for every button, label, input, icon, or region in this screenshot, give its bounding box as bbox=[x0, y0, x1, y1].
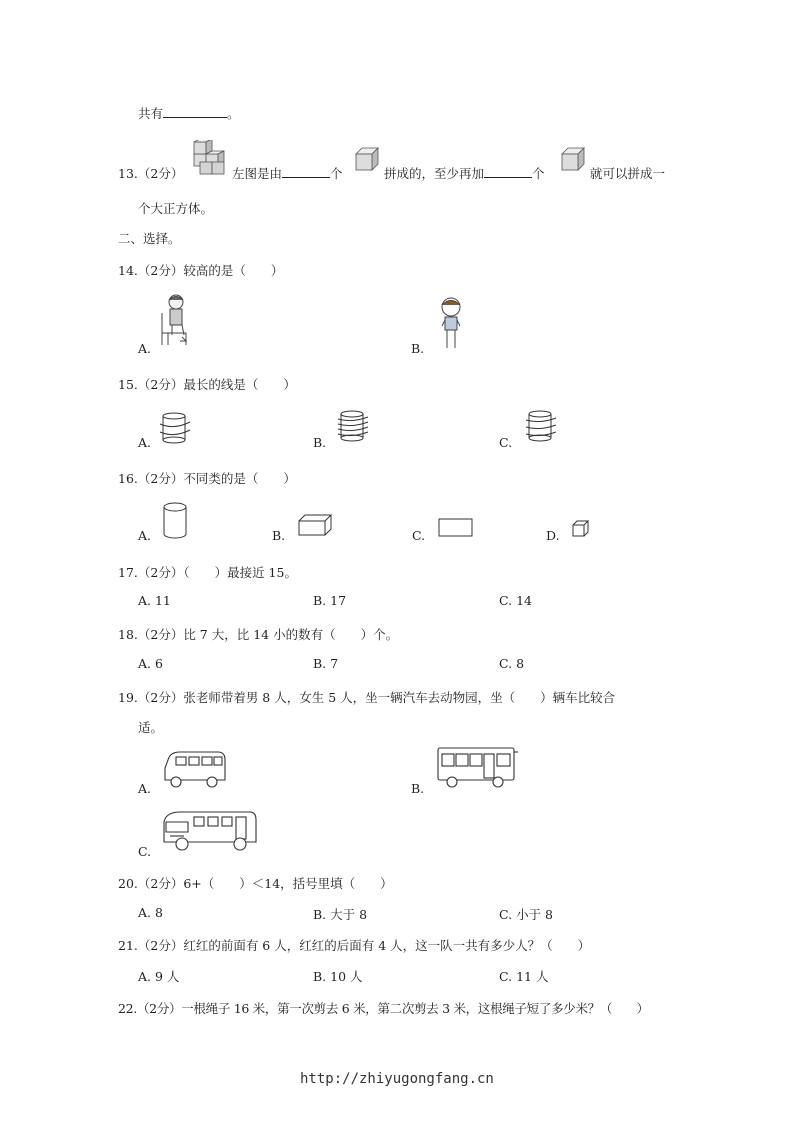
answer-blank-2[interactable] bbox=[484, 165, 532, 178]
cylinder-icon bbox=[162, 502, 190, 540]
option-a[interactable]: A. 11 bbox=[138, 593, 171, 608]
q22-label: 22.（2分）一根绳子 16 米，第一次剪去 6 米，第二次剪去 3 米，这根绳子短了多少米？（ ） bbox=[118, 1001, 649, 1016]
stacked-cubes-figure bbox=[192, 140, 230, 176]
option-a[interactable]: A. bbox=[138, 781, 152, 796]
bus-icon bbox=[436, 746, 520, 790]
q13-label: 13.（2分） bbox=[118, 166, 184, 181]
cylinder-wrap-icon bbox=[158, 410, 194, 446]
option-c[interactable]: C. 小于 8 bbox=[499, 907, 553, 922]
option-a[interactable]: A. bbox=[138, 341, 152, 356]
q13-text-2: 拼成的，至少再加 个 bbox=[384, 166, 545, 181]
option-b[interactable]: B. bbox=[313, 435, 327, 450]
rectangle-icon bbox=[438, 518, 474, 538]
standing-boy-icon bbox=[436, 296, 466, 352]
option-b[interactable]: B. 17 bbox=[313, 593, 347, 608]
option-b[interactable]: B. 大于 8 bbox=[313, 907, 368, 922]
option-a[interactable]: A. bbox=[138, 528, 152, 543]
option-c[interactable]: C. bbox=[412, 528, 426, 543]
cylinder-wrap-icon bbox=[334, 408, 374, 444]
option-b[interactable]: B. 7 bbox=[313, 656, 339, 671]
option-d[interactable]: D. bbox=[546, 528, 560, 543]
q19-line2: 适。 bbox=[138, 720, 164, 735]
q16-label: 16.（2分）不同类的是（ ） bbox=[118, 471, 296, 486]
answer-blank-1[interactable] bbox=[282, 165, 330, 178]
option-b[interactable]: B. bbox=[411, 341, 425, 356]
minibus-icon bbox=[162, 750, 228, 792]
cylinder-wrap-icon bbox=[522, 408, 562, 444]
option-a[interactable]: A. 9 人 bbox=[138, 969, 180, 984]
option-b[interactable]: B. bbox=[411, 781, 425, 796]
footer-url[interactable]: http://zhiyugongfang.cn bbox=[300, 1071, 494, 1087]
option-c[interactable]: C. 14 bbox=[499, 593, 532, 608]
q13-text: 左图是由 个 bbox=[232, 166, 343, 181]
q14-label: 14.（2分）较高的是（ ） bbox=[118, 263, 284, 278]
coach-bus-icon bbox=[160, 808, 260, 854]
option-c[interactable]: C. bbox=[499, 435, 513, 450]
q13-text-3: 就可以拼成一 bbox=[590, 166, 666, 181]
answer-blank[interactable] bbox=[163, 105, 227, 118]
sitting-boy-icon bbox=[158, 293, 192, 351]
option-a[interactable]: A. 6 bbox=[138, 656, 163, 671]
section-heading: 二、选择。 bbox=[118, 231, 181, 246]
option-c[interactable]: C. 8 bbox=[499, 656, 525, 671]
cuboid-icon bbox=[298, 514, 334, 538]
q17-label: 17.（2分）（ ）最接近 15。 bbox=[118, 565, 297, 580]
q20-label: 20.（2分）6+（ ）＜14，括号里填（ ） bbox=[118, 876, 393, 891]
q12-tail: 共有 。 bbox=[138, 106, 240, 121]
option-a[interactable]: A. bbox=[138, 435, 152, 450]
cube-icon bbox=[354, 146, 380, 172]
q19-label: 19.（2分）张老师带着男 8 人，女生 5 人，坐一辆汽车去动物园，坐（ ）辆车比较合 bbox=[118, 690, 616, 705]
q18-label: 18.（2分）比 7 大，比 14 小的数有（ ）个。 bbox=[118, 627, 399, 642]
q21-label: 21.（2分）红红的前面有 6 人，红红的后面有 4 人，这一队一共有多少人？（ ） bbox=[118, 938, 591, 953]
cube-icon bbox=[560, 146, 586, 172]
q15-label: 15.（2分）最长的线是（ ） bbox=[118, 377, 296, 392]
option-c[interactable]: C. 11 人 bbox=[499, 969, 549, 984]
option-c[interactable]: C. bbox=[138, 844, 152, 859]
option-a[interactable]: A. 8 bbox=[138, 905, 163, 920]
option-b[interactable]: B. 10 人 bbox=[313, 969, 363, 984]
small-cube-icon bbox=[572, 520, 590, 538]
q13-line2: 个大正方体。 bbox=[138, 201, 214, 216]
option-b[interactable]: B. bbox=[272, 528, 286, 543]
